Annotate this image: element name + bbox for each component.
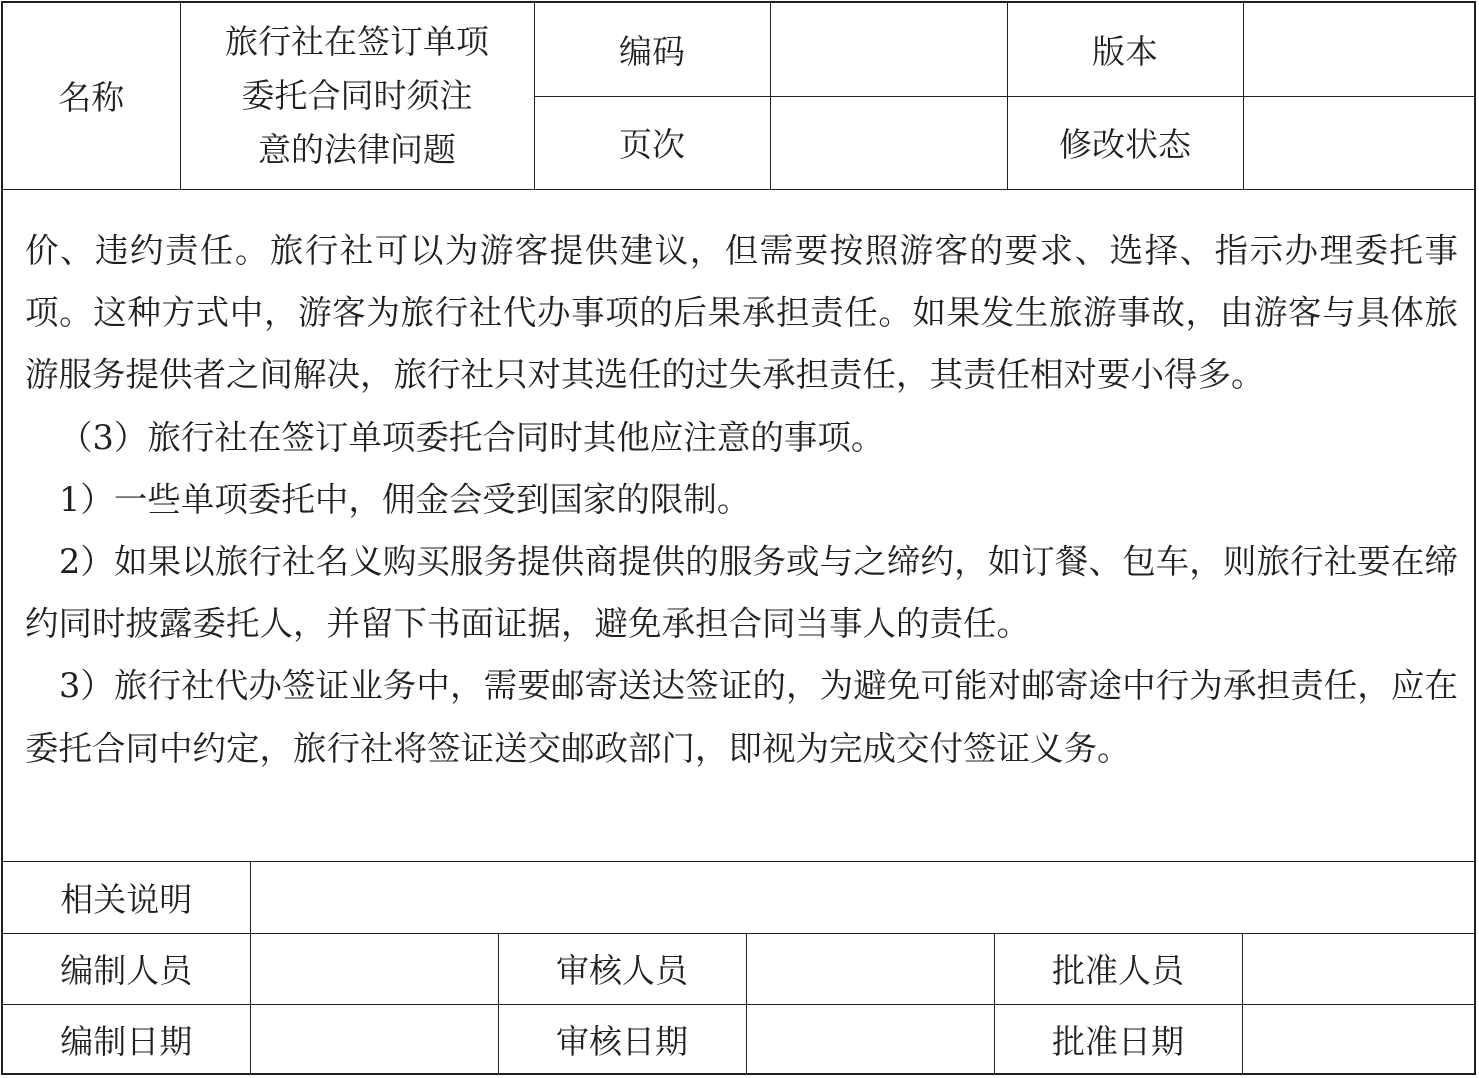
header-table [3,3,1474,190]
review-date-value [746,1004,994,1075]
notes-label: 相关说明 [3,862,250,933]
document-frame [1,1,1476,1075]
reviewer-value [746,933,994,1004]
notes-value [250,862,1474,933]
body-paragraph-3: 1）一些单项委托中，佣金会受到国家的限制。 [59,479,751,519]
edit-date-value [250,1004,498,1075]
code-value [770,3,1007,96]
approver-label: 批准人员 [994,933,1242,1004]
reviewer-label: 审核人员 [498,933,746,1004]
version-value [1243,3,1474,96]
document-body [3,189,1474,862]
revision-label: 修改状态 [1007,96,1243,189]
document-title [180,3,534,189]
approver-value [1242,933,1474,1004]
approve-date-label: 批准日期 [994,1004,1242,1075]
footer-table [3,862,1474,1075]
review-date-label: 审核日期 [498,1004,746,1075]
revision-value [1243,96,1474,189]
version-label: 版本 [1007,3,1243,96]
editor-value [250,933,498,1004]
page-value [770,96,1007,189]
body-paragraph-1: 价、违约责任。旅行社可以为游客提供建议，但需要按照游客的要求、选择、指示办理委托事项。这种方式中，游客为旅行社代办事项的后果承担责任。如果发生旅游事故，由游客与具体旅游服务提供者之间解决，旅行社只对其选任的过失承担责任，其责任相对要小得多。 [25,231,1458,395]
code-label: 编码 [534,3,770,96]
body-paragraph-5: 3）旅行社代办签证业务中，需要邮寄送达签证的，为避免可能对邮寄途中行为承担责任，应在委托合同中约定，旅行社将签证送交邮政部门，即视为完成交付签证义务。 [25,666,1458,768]
approve-date-value [1242,1004,1474,1075]
page-label: 页次 [534,96,770,189]
body-paragraph-2: （3）旅行社在签订单项委托合同时其他应注意的事项。 [59,417,885,457]
name-label: 名称 [3,3,180,189]
edit-date-label: 编制日期 [3,1004,250,1075]
title-line-2: 委托合同时须注 [241,75,473,115]
title-line-3: 意的法律问题 [258,129,456,169]
editor-label: 编制人员 [3,933,250,1004]
title-line-1: 旅行社在签订单项 [225,21,489,61]
body-paragraph-4: 2）如果以旅行社名义购买服务提供商提供的服务或与之缔约，如订餐、包车，则旅行社要在缔约同时披露委托人，并留下书面证据，避免承担合同当事人的责任。 [25,542,1458,644]
